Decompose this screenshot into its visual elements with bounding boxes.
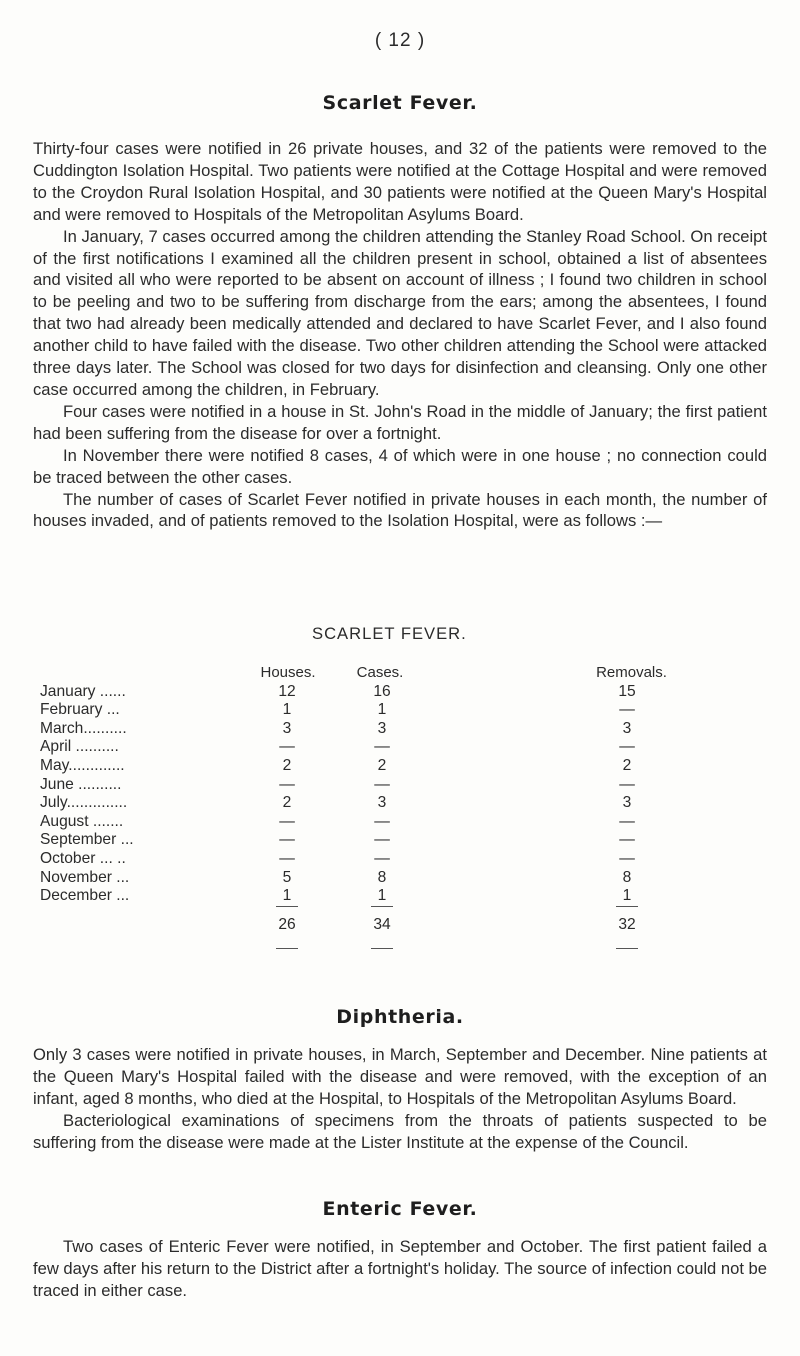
cases-value: — — [374, 738, 390, 756]
table-row — [40, 683, 680, 702]
houses-value: — — [279, 812, 295, 830]
cases-value: 1 — [377, 887, 387, 905]
removals-value: 2 — [622, 756, 632, 774]
scarlet-fever-heading: Scarlet Fever. — [322, 92, 478, 114]
paragraph: Thirty-four cases were notified in 26 private houses, and 32 of the patients were removed to the Cuddington Isolation Hospital. Two patients were notified at the Cottage Hospital and were removed to the Croydon Rural Isolation Hospital, and 30 patients were notified at the Queen Mary's Hospital and were removed to Hospitals of the Metropolitan Asylums Board. — [33, 139, 767, 224]
houses-value: — — [279, 831, 295, 849]
page-number: ( 12 ) — [374, 30, 426, 51]
scarlet-fever-table — [40, 664, 680, 906]
cases-value: — — [374, 812, 390, 830]
total-rule-houses — [276, 906, 298, 907]
scarlet-fever-text — [33, 138, 767, 532]
month-label: February ... — [40, 701, 120, 719]
table-body — [40, 683, 680, 906]
removals-value: — — [619, 812, 635, 830]
month-label: April .......... — [40, 738, 119, 756]
table-title: SCARLET FEVER. — [312, 624, 467, 643]
month-label: November ... — [40, 868, 130, 886]
table-row — [40, 776, 680, 795]
houses-value: 1 — [282, 887, 292, 905]
removals-value: — — [619, 775, 635, 793]
houses-value: 3 — [282, 719, 292, 737]
removals-value: 3 — [622, 794, 632, 812]
removals-value: — — [619, 701, 635, 719]
cases-value: — — [374, 849, 390, 867]
month-label: January ...... — [40, 682, 126, 700]
table-row — [40, 757, 680, 776]
table-row — [40, 701, 680, 720]
cases-value: 2 — [377, 756, 387, 774]
houses-value: — — [279, 849, 295, 867]
houses-value: 1 — [282, 701, 292, 719]
column-header-removals: Removals. — [596, 664, 667, 681]
houses-value: 12 — [278, 682, 296, 700]
paragraph: Only 3 cases were notified in private houses, in March, September and December. Nine patients at the Queen Mary's Hospital failed with the disease and were removed, with the exception of an infant, aged 8 months, who died at the Hospital, to Hospitals of the Metropolitan Asylums Board. — [33, 1045, 767, 1108]
table-header-row — [40, 664, 680, 683]
column-header-cases: Cases. — [356, 664, 404, 681]
month-label: June .......... — [40, 775, 122, 793]
total-rule-cases — [371, 906, 393, 907]
removals-value: — — [619, 849, 635, 867]
table-row — [40, 869, 680, 888]
removals-value: — — [619, 738, 635, 756]
total-rule-removals — [616, 906, 638, 907]
bottom-rule-houses — [276, 948, 298, 949]
table-totals-row — [40, 914, 680, 936]
cases-value: 3 — [377, 794, 387, 812]
diphtheria-text — [33, 1044, 767, 1154]
houses-value: 2 — [282, 794, 292, 812]
cases-value: 8 — [377, 868, 387, 886]
removals-value: 1 — [622, 887, 632, 905]
bottom-rule-cases — [371, 948, 393, 949]
month-label: October ... .. — [40, 849, 126, 867]
month-label: December ... — [40, 887, 130, 905]
month-label: August ....... — [40, 812, 124, 830]
bottom-rule-removals — [616, 948, 638, 949]
table-row — [40, 831, 680, 850]
cases-value: — — [374, 831, 390, 849]
houses-value: — — [279, 738, 295, 756]
removals-value: — — [619, 831, 635, 849]
paragraph: In January, 7 cases occurred among the children attending the Stanley Road School. On receipt of the first notifications I examined all the children present in school, obtained a list of absentees and visited all who were reported to be absent on account of illness ; I found two children in school to be peeling and two to be suffering from discharge from the ears; among the absentees, I found that two had already been medically attended and declared to have Scarlet Fever, and I also found another child to have failed with the disease. Two other children attending the School were attacked three days later. The School was closed for two days for disinfection and cleansing. Only one other case occurred among the children, in February. — [33, 226, 767, 399]
enteric-fever-heading: Enteric Fever. — [322, 1198, 478, 1220]
month-label: March.......... — [40, 719, 127, 737]
paragraph: Bacteriological examinations of specimens from the throats of patients suspected to be suffering from the disease were made at the Lister Institute at the expense of the Council. — [33, 1110, 767, 1152]
total-removals: 32 — [618, 916, 636, 933]
table-row — [40, 887, 680, 906]
month-label: September ... — [40, 831, 134, 849]
table-row — [40, 850, 680, 869]
month-label: May............. — [40, 756, 125, 774]
table-row — [40, 813, 680, 832]
total-cases: 34 — [373, 916, 391, 933]
paragraph: The number of cases of Scarlet Fever notified in private houses in each month, the number of houses invaded, and of patients removed to the Isolation Hospital, were as follows :— — [33, 489, 767, 531]
cases-value: — — [374, 775, 390, 793]
removals-value: 8 — [622, 868, 632, 886]
removals-value: 3 — [622, 719, 632, 737]
removals-value: 15 — [618, 682, 636, 700]
table-row — [40, 720, 680, 739]
diphtheria-heading: Diphtheria. — [336, 1006, 464, 1028]
paragraph: Two cases of Enteric Fever were notified, in September and October. The first patient failed a few days after his return to the District after a fortnight's holiday. The source of infection could not be traced in either case. — [33, 1237, 767, 1300]
paragraph: Four cases were notified in a house in St. John's Road in the middle of January; the first patient had been suffering from the disease for over a fortnight. — [33, 401, 767, 443]
cases-value: 1 — [377, 701, 387, 719]
cases-value: 3 — [377, 719, 387, 737]
table-row — [40, 794, 680, 813]
total-houses: 26 — [278, 916, 296, 933]
month-label: July.............. — [40, 794, 128, 812]
column-header-houses: Houses. — [260, 664, 316, 681]
houses-value: 2 — [282, 756, 292, 774]
paragraph: In November there were notified 8 cases, 4 of which were in one house ; no connection could be traced between the other cases. — [33, 445, 767, 487]
cases-value: 16 — [373, 682, 391, 700]
houses-value: — — [279, 775, 295, 793]
enteric-fever-text — [33, 1236, 767, 1302]
table-row — [40, 738, 680, 757]
houses-value: 5 — [282, 868, 292, 886]
